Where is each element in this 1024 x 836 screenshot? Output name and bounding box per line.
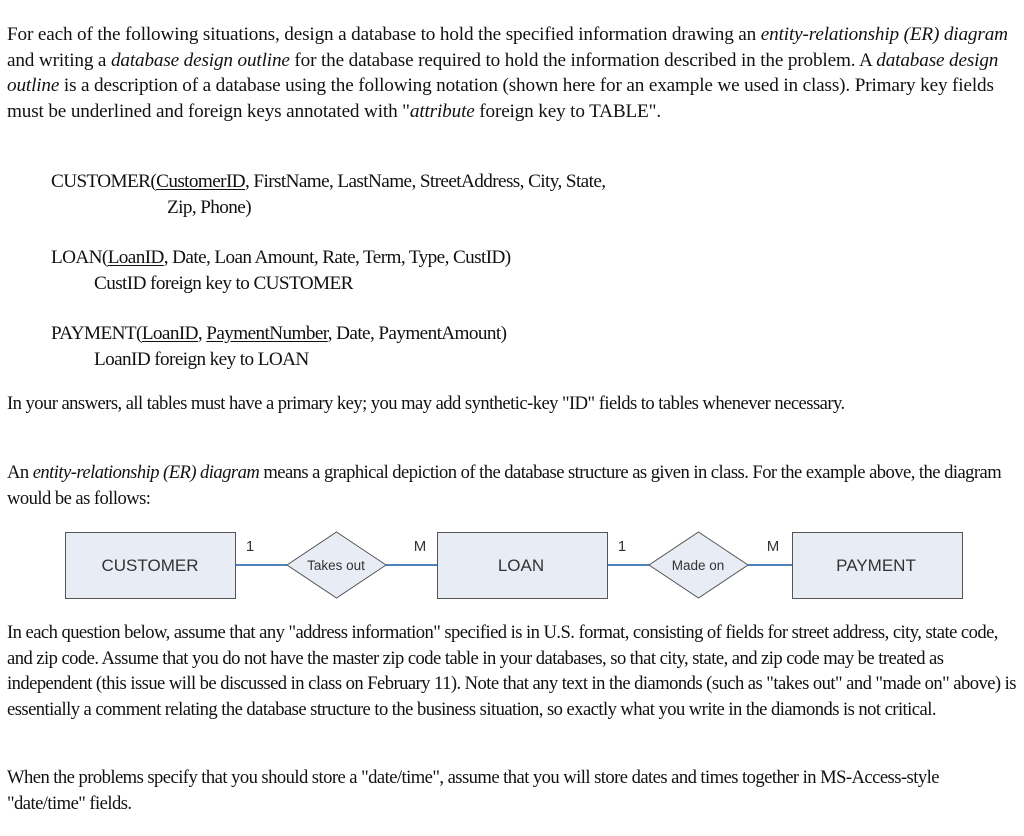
- er-diagram: [0, 525, 1024, 610]
- relationship-made-on-label: Made on: [671, 558, 725, 573]
- customer-table-name: CUSTOMER(: [51, 171, 157, 192]
- payment-outline: [51, 321, 506, 372]
- relationship-made-on: [649, 532, 748, 598]
- intro-em-er-diagram: entity-relationship (ER) diagram: [760, 24, 1008, 45]
- er-note-em: entity-relationship (ER) diagram: [32, 462, 260, 483]
- customer-fields-1: , FirstName, LastName, StreetAddress, City, State,: [245, 171, 606, 192]
- intro-paragraph: [7, 22, 1019, 124]
- entity-loan-label: LOAN: [497, 556, 545, 575]
- loan-fields: , Date, Loan Amount, Rate, Term, Type, CustID): [163, 247, 511, 268]
- intro-text-4: is a description of a database using the following notation (shown here for an example we used in class). Primary key fields must be underlined and foreign keys annotated with ": [7, 75, 994, 122]
- intro-em-outline: database design outline: [110, 49, 290, 71]
- loan-foreign-key: CustID foreign key to CUSTOMER: [94, 272, 353, 294]
- cardinality-loan-made-on: 1: [617, 538, 627, 555]
- cardinality-customer: 1: [245, 538, 255, 555]
- entity-customer-label: CUSTOMER: [101, 556, 199, 575]
- customer-outline: [51, 169, 605, 220]
- loan-primary-key: LoanID: [107, 247, 164, 268]
- loan-line-1: [51, 247, 511, 268]
- relationship-takes-out: [287, 532, 386, 598]
- entity-payment-label: PAYMENT: [836, 556, 916, 575]
- er-note-text-1: An: [7, 462, 33, 483]
- payment-table-name: PAYMENT(: [51, 323, 142, 344]
- intro-em-outline-2: database design outline: [7, 49, 999, 96]
- intro-text-3: for the database required to hold the information described in the problem. A: [289, 49, 877, 71]
- intro-em-attribute: attribute: [409, 100, 475, 122]
- datetime-paragraph: When the problems specify that you should store a "date/time", assume that you will store dates and times together in MS-Access-style "date/time" fields.: [7, 767, 939, 814]
- loan-table-name: LOAN(: [51, 247, 108, 268]
- payment-separator: ,: [197, 323, 207, 344]
- address-paragraph: In each question below, assume that any "address information" specified is in U.S. format, consisting of fields for street address, city, state code, and zip code. Assume that you do not have the master zip code table in your databases, so that city, state, and zip code may be treated as independent (this issue will be discussed in class on February 11). Note that any text in the diamonds (such as "takes out" and "made on" above) is essentially a comment relating the database structure to the business situation, so exactly what you write in the diamonds is not critical.: [7, 622, 1016, 720]
- customer-line-1: [51, 171, 605, 192]
- er-note-text-2: means a graphical depiction of the database structure as given in class. For the example above, the diagram would be as follows:: [7, 462, 1002, 509]
- payment-primary-key-1: LoanID: [141, 323, 198, 344]
- entity-payment: [793, 533, 963, 599]
- payment-fields: , Date, PaymentAmount): [327, 323, 507, 344]
- payment-primary-key-2: PaymentNumber: [206, 323, 328, 344]
- primary-key-paragraph: In your answers, all tables must have a primary key; you may add synthetic-key "ID" fields to tables whenever necessary.: [7, 393, 845, 414]
- er-diagram-paragraph: [7, 460, 1019, 511]
- intro-text-1: For each of the following situations, design a database to hold the specified information drawing an: [7, 24, 761, 45]
- cardinality-payment: M: [766, 538, 780, 555]
- payment-foreign-key: LoanID foreign key to LOAN: [94, 348, 309, 370]
- intro-text-2: and writing a: [7, 49, 111, 71]
- customer-primary-key: CustomerID: [156, 171, 245, 192]
- payment-line-1: [51, 323, 506, 344]
- loan-outline: [51, 245, 511, 296]
- intro-text-5: foreign key to TABLE".: [474, 100, 661, 122]
- entity-loan: [438, 533, 608, 599]
- entity-customer: [66, 533, 236, 599]
- cardinality-loan-takes-out: M: [413, 538, 427, 555]
- relationship-takes-out-label: Takes out: [307, 558, 365, 573]
- customer-fields-2: Zip, Phone): [167, 196, 251, 218]
